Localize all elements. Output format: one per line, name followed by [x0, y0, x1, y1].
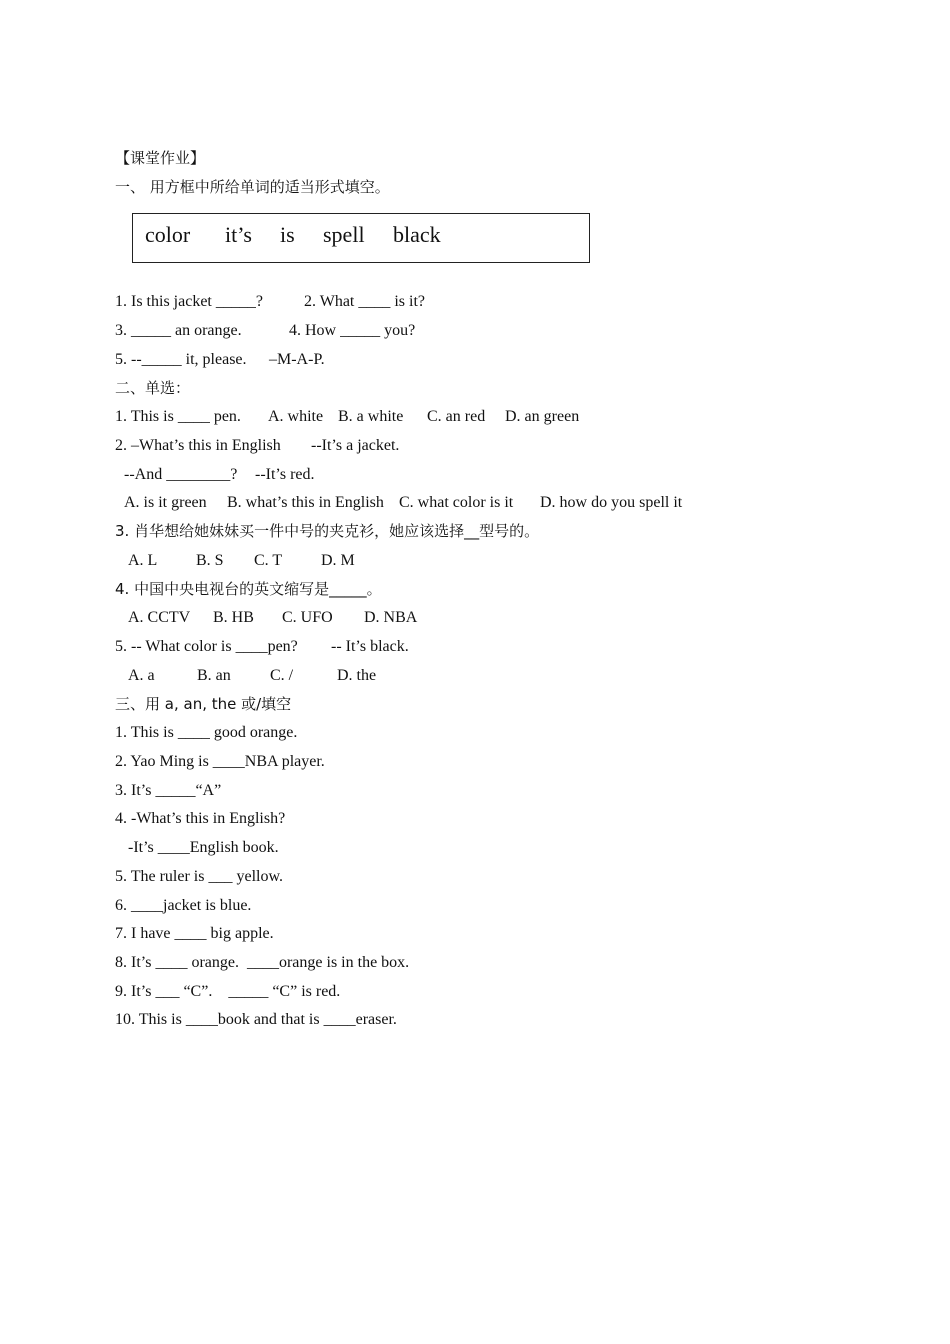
word-box-item: color	[145, 222, 191, 247]
s2-q2-option: B. what’s this in English	[227, 494, 384, 511]
word-box-item: is	[280, 222, 295, 247]
s2-q5: 5. -- What color is ____pen?	[115, 638, 298, 655]
s3-item: 2. Yao Ming is ____NBA player.	[115, 753, 325, 770]
header-title: 【课堂作业】	[115, 149, 206, 167]
word-box	[132, 213, 590, 263]
s2-q5-option: A. a	[128, 667, 155, 684]
s2-q3-option: B. S	[196, 552, 224, 569]
section3-title: 三、用 a, an, the 或/填空	[115, 695, 292, 713]
s3-item: 4. -What’s this in English?	[115, 810, 286, 827]
s3-item: 6. ____jacket is blue.	[115, 897, 252, 914]
s3-item: 5. The ruler is ___ yellow.	[115, 868, 283, 885]
s2-q4-option: C. UFO	[282, 609, 333, 626]
s2-q3-option: C. T	[254, 552, 283, 569]
s1-question: 1. Is this jacket _____?	[115, 293, 263, 310]
s2-q2-option: D. how do you spell it	[540, 494, 683, 511]
s2-q2: --And ________?	[124, 466, 238, 483]
s2-q2: --It’s a jacket.	[311, 437, 400, 454]
word-box-item: spell	[323, 222, 365, 247]
s2-q1-option: D. an green	[505, 408, 580, 425]
s3-item: 3. It’s _____“A”	[115, 782, 222, 799]
s3-item: 7. I have ____ big apple.	[115, 925, 274, 942]
s2-q2: --It’s red.	[255, 466, 315, 483]
s2-q5-option: C. /	[270, 667, 294, 684]
s2-q5: -- It’s black.	[331, 638, 409, 655]
word-box-item: black	[393, 222, 441, 247]
s2-q2-option: A. is it green	[124, 494, 207, 511]
section2-title: 二、单选：	[115, 379, 191, 397]
word-box-item: it’s	[225, 222, 252, 247]
s2-q1-option: C. an red	[427, 408, 486, 425]
s2-q4: 4. 中国中央电视台的英文缩写是_____。	[115, 580, 382, 598]
s2-q2-option: C. what color is it	[399, 494, 514, 511]
s2-q2: 2. –What’s this in English	[115, 437, 281, 454]
s2-q5-option: D. the	[337, 667, 377, 684]
s2-q1-option: A. white	[268, 408, 324, 425]
s2-q3-option: A. L	[128, 552, 158, 569]
s2-q3: 3. 肖华想给她妹妹买一件中号的夹克衫，她应该选择__型号的。	[115, 522, 540, 540]
s1-question: 4. How _____ you?	[289, 322, 416, 339]
s3-item: -It’s ____English book.	[124, 839, 279, 856]
s3-item: 9. It’s ___ “C”. _____ “C” is red.	[115, 983, 341, 1000]
s2-q3-option: D. M	[321, 552, 355, 569]
s2-q1-option: B. a white	[338, 408, 404, 425]
s3-item: 8. It’s ____ orange. ____orange is in the box.	[115, 954, 410, 971]
section1-title: 一、 用方框中所给单词的适当形式填空。	[115, 178, 390, 196]
s1-question: 2. What ____ is it?	[304, 293, 426, 310]
s1-answer: –M-A-P.	[269, 351, 325, 368]
s1-question: 5. --_____ it, please.	[115, 351, 247, 368]
s2-q4-option: D. NBA	[364, 609, 418, 626]
s2-q4-option: A. CCTV	[128, 609, 191, 626]
s1-question: 3. _____ an orange.	[115, 322, 242, 339]
s3-item: 10. This is ____book and that is ____eraser.	[115, 1011, 397, 1028]
s3-item: 1. This is ____ good orange.	[115, 724, 298, 741]
s2-q4-option: B. HB	[213, 609, 254, 626]
s2-q5-option: B. an	[197, 667, 231, 684]
s2-q1: 1. This is ____ pen.	[115, 408, 241, 425]
